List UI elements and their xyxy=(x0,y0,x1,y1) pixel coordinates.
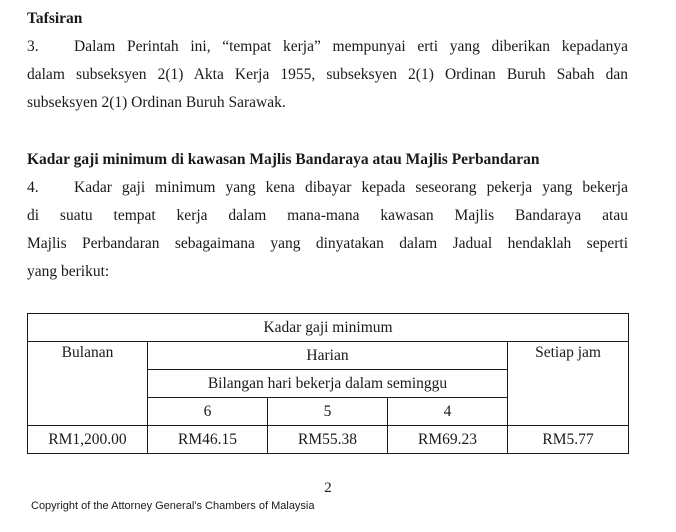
value-daily-6: RM46.15 xyxy=(148,426,268,454)
value-daily-4: RM69.23 xyxy=(388,426,508,454)
header-hourly: Setiap jam xyxy=(508,342,629,426)
paragraph-4-line-3: Majlis Perbandaran sebagaimana yang dinyatakan dalam Jadual hendaklah seperti xyxy=(27,235,628,252)
days-5: 5 xyxy=(268,398,388,426)
paragraph-3-line-1 xyxy=(27,38,628,56)
paragraph-3-line-2: dalam subseksyen 2(1) Akta Kerja 1955, subseksyen 2(1) Ordinan Buruh Sabah dan xyxy=(27,66,628,83)
copyright-notice: Copyright of the Attorney General’s Chambers of Malaysia xyxy=(31,500,315,512)
header-monthly: Bulanan xyxy=(28,342,148,426)
table-title: Kadar gaji minimum xyxy=(28,314,629,342)
days-4: 4 xyxy=(388,398,508,426)
days-6: 6 xyxy=(148,398,268,426)
section-heading-kadar-gaji: Kadar gaji minimum di kawasan Majlis Bandaraya atau Majlis Perbandaran xyxy=(27,151,540,168)
paragraph-text: Dalam Perintah ini, “tempat kerja” mempunyai erti yang diberikan kepadanya xyxy=(74,38,628,55)
value-daily-5: RM55.38 xyxy=(268,426,388,454)
table-header-row xyxy=(28,342,629,370)
minimum-wage-table xyxy=(27,313,629,454)
value-hourly: RM5.77 xyxy=(508,426,629,454)
value-monthly: RM1,200.00 xyxy=(28,426,148,454)
paragraph-4-line-2: di suatu tempat kerja dalam mana-mana kawasan Majlis Bandaraya atau xyxy=(27,207,628,224)
table-title-row xyxy=(28,314,629,342)
paragraph-4-line-4: yang berikut: xyxy=(27,263,110,280)
paragraph-number: 3. xyxy=(27,38,39,55)
section-heading-tafsiran: Tafsiran xyxy=(27,10,83,27)
paragraph-text: Kadar gaji minimum yang kena dibayar kepada seseorang pekerja yang bekerja xyxy=(74,179,628,196)
header-daily: Harian xyxy=(148,342,508,370)
paragraph-number: 4. xyxy=(27,179,39,196)
page-number: 2 xyxy=(324,480,332,496)
header-days-per-week: Bilangan hari bekerja dalam seminggu xyxy=(148,370,508,398)
paragraph-4-line-1 xyxy=(27,179,628,197)
paragraph-3-line-3: subseksyen 2(1) Ordinan Buruh Sarawak. xyxy=(27,94,286,111)
table-row xyxy=(28,426,629,454)
